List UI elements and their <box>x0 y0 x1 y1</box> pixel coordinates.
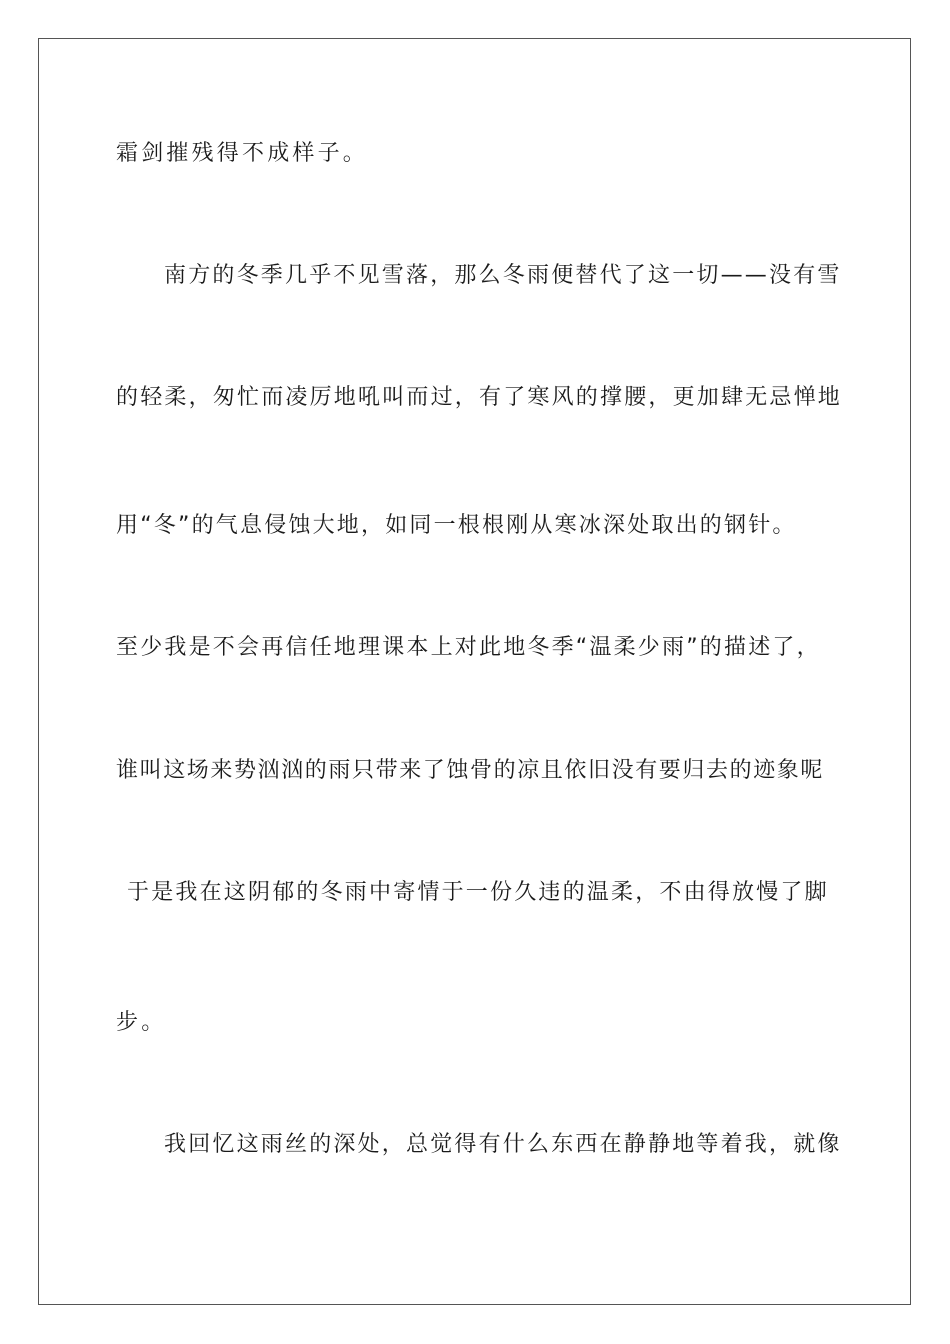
text-line-8: 步。 <box>116 1010 167 1035</box>
text-line-7: 于是我在这阴郁的冬雨中寄情于一份久违的温柔，不由得放慢了脚 <box>127 880 829 905</box>
text-line-2: 南方的冬季几乎不见雪落，那么冬雨便替代了这一切——没有雪 <box>164 263 842 288</box>
text-line-9: 我回忆这雨丝的深处，总觉得有什么东西在静静地等着我，就像 <box>164 1132 842 1157</box>
text-line-4: 用“冬”的气息侵蚀大地，如同一根根刚从寒冰深处取出的钢针。 <box>116 513 797 538</box>
text-line-6: 谁叫这场来势汹汹的雨只带来了蚀骨的凉且依旧没有要归去的迹象呢 <box>116 758 825 783</box>
page-border <box>38 38 911 1305</box>
text-line-1: 霜剑摧残得不成样子。 <box>116 141 369 166</box>
text-line-5: 至少我是不会再信任地理课本上对此地冬季“温柔少雨”的描述了， <box>116 635 821 660</box>
text-line-3: 的轻柔，匆忙而凌厉地吼叫而过，有了寒风的撑腰，更加肆无忌惮地 <box>116 385 843 410</box>
